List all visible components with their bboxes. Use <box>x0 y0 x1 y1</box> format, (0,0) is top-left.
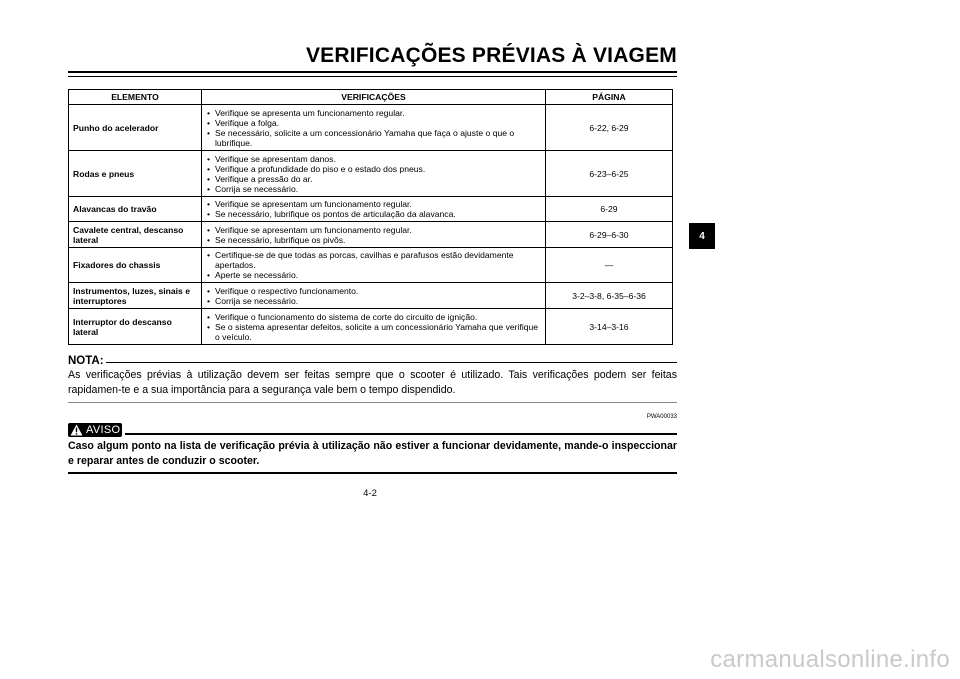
chapter-tab: 4 <box>689 223 715 249</box>
table-row <box>69 309 673 345</box>
row-checks <box>202 151 546 197</box>
row-checks <box>202 309 546 345</box>
check-item: • Verifique o respectivo funcionamento. <box>206 286 541 296</box>
check-item: • Verifique a folga. <box>206 118 541 128</box>
check-item: • Verifique se apresenta um funcionamento regular. <box>206 108 541 118</box>
row-pages: 6-29–6-30 <box>546 222 673 248</box>
check-item: • Corrija se necessário. <box>206 184 541 194</box>
row-item: Alavancas do travão <box>69 197 202 222</box>
column-header-pagina: PÁGINA <box>546 90 673 105</box>
row-checks <box>202 248 546 283</box>
check-item: • Verifique se apresentam um funcionamento regular. <box>206 199 541 209</box>
check-item: • Certifique-se de que todas as porcas, cavilhas e parafusos estão devidamente apertados. <box>206 250 541 270</box>
nota-label: NOTA: <box>68 355 104 367</box>
page-title: VERIFICAÇÕES PRÉVIAS À VIAGEM <box>305 44 677 67</box>
check-item: • Se o sistema apresentar defeitos, solicite a um concessionário Yamaha que verifique o veículo. <box>206 322 541 342</box>
pre-operation-checks-table <box>68 89 673 345</box>
table-row <box>69 197 673 222</box>
row-item: Interruptor do descanso lateral <box>69 309 202 345</box>
row-item: Cavalete central, descanso lateral <box>69 222 202 248</box>
row-item: Instrumentos, luzes, sinais e interruptores <box>69 283 202 309</box>
warning-code: PWA00033 <box>646 414 677 420</box>
row-item: Fixadores do chassis <box>69 248 202 283</box>
row-pages: 3-14–3-16 <box>546 309 673 345</box>
warning-triangle-icon <box>70 424 83 436</box>
nota-text: As verificações prévias à utilização devem ser feitas sempre que o scooter é utilizado. Tais verificações podem ser feitas rapidamen-te e a sua importância para a segurança vale bem o tempo dispendido. <box>68 369 677 396</box>
row-pages: 6-22, 6-29 <box>546 105 673 151</box>
check-item: • Aperte se necessário. <box>206 270 541 280</box>
row-pages: — <box>546 248 673 283</box>
warning-text: Caso algum ponto na lista de verificação prévia à utilização não estiver a funcionar devidamente, mande-o inspeccionar e reparar antes de conduzir o scooter. <box>68 440 677 467</box>
check-item: • Verifique a profundidade do piso e o estado dos pneus. <box>206 164 541 174</box>
nota-bottom-rule <box>68 402 677 403</box>
warning-label: AVISO <box>86 424 121 436</box>
check-item: • Corrija se necessário. <box>206 296 541 306</box>
table-row <box>69 222 673 248</box>
page-number: 4-2 <box>363 488 377 499</box>
check-item: • Verifique se apresentam danos. <box>206 154 541 164</box>
check-item: • Verifique a pressão do ar. <box>206 174 541 184</box>
title-rule-thin <box>68 76 677 77</box>
row-checks <box>202 197 546 222</box>
table-row <box>69 105 673 151</box>
table-row <box>69 283 673 309</box>
row-item: Punho do acelerador <box>69 105 202 151</box>
check-item: • Se necessário, lubrifique os pontos de articulação da alavanca. <box>206 209 541 219</box>
title-rule-thick <box>68 71 677 73</box>
check-item: • Verifique se apresentam um funcionamento regular. <box>206 225 541 235</box>
warning-badge <box>68 423 122 437</box>
check-item: • Se necessário, lubrifique os pivôs. <box>206 235 541 245</box>
row-checks <box>202 283 546 309</box>
warning-rule <box>125 433 677 435</box>
check-item: • Verifique o funcionamento do sistema de corte do circuito de ignição. <box>206 312 541 322</box>
column-header-verificacoes: VERIFICAÇÕES <box>202 90 546 105</box>
table-row <box>69 248 673 283</box>
warning-bottom-rule <box>68 472 677 474</box>
row-checks <box>202 222 546 248</box>
nota-rule <box>106 362 677 363</box>
column-header-elemento: ELEMENTO <box>69 90 202 105</box>
row-pages: 3-2–3-8, 6-35–6-36 <box>546 283 673 309</box>
table-header-row <box>69 90 673 105</box>
row-pages: 6-23–6-25 <box>546 151 673 197</box>
row-checks <box>202 105 546 151</box>
watermark: carmanualsonline.info <box>710 646 950 673</box>
check-item: • Se necessário, solicite a um concessionário Yamaha que faça o ajuste o que o lubrifique. <box>206 128 541 148</box>
row-item: Rodas e pneus <box>69 151 202 197</box>
row-pages: 6-29 <box>546 197 673 222</box>
table-row <box>69 151 673 197</box>
